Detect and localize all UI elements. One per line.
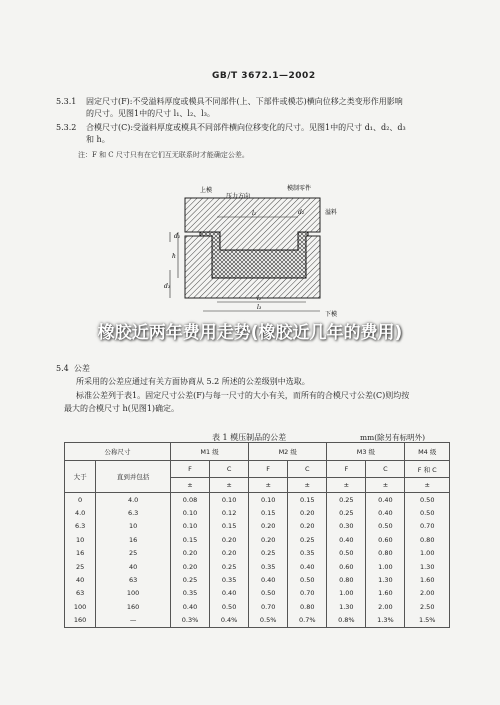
f-header: F: [170, 461, 209, 478]
table-cell: 0.40: [288, 560, 327, 573]
section-5-4-heading: [56, 363, 90, 374]
table-cell: 16: [65, 547, 96, 560]
note: 注：F 和 C 尺寸只有在它们互无联系时才能确定公差。: [78, 151, 249, 159]
dim-l3: l₃: [257, 304, 262, 311]
table-cell: 0.10: [170, 506, 209, 519]
table-cell: 0.20: [210, 547, 249, 560]
table-cell: 0.60: [366, 533, 405, 546]
table-cell: 0.50: [249, 587, 288, 600]
table-cell: 0.20: [170, 560, 209, 573]
table-unit: mm(除另有标明外): [360, 433, 426, 442]
table-cell: 63: [96, 573, 171, 586]
dim-d1: d₁: [174, 233, 181, 240]
table-cell: 0.80: [288, 600, 327, 613]
clause-text: 的尺寸。见图1中的尺寸 l₁、l₂、l₃。: [86, 109, 215, 118]
table-cell: 0.15: [288, 493, 327, 507]
pm-header: ±: [170, 478, 209, 493]
pm-header: ±: [366, 478, 405, 493]
table-cell: 0.25: [249, 547, 288, 560]
table-cell: 4.0: [65, 506, 96, 519]
tolerance-table: [64, 442, 450, 628]
table-cell: 10: [96, 520, 171, 533]
table-cell: 0.50: [210, 600, 249, 613]
grade-m3-header: M3 级: [327, 443, 405, 461]
table-row: [65, 560, 450, 573]
section-5-4-line: 最大的合模尺寸 h(见图1)确定。: [64, 404, 180, 413]
mould-cross-section-figure: [160, 184, 345, 324]
table-cell: 0.35: [288, 547, 327, 560]
clause-number: 5.3.1: [56, 97, 77, 106]
table-cell: 0.15: [170, 533, 209, 546]
table-cell: 0.35: [210, 573, 249, 586]
table-cell: 1.00: [366, 560, 405, 573]
table-cell: 0.20: [288, 506, 327, 519]
table-cell: 0.7%: [288, 614, 327, 628]
clause-text: 合模尺寸(C):受溢料厚度或模具不同部件横向位移变化的尺寸。见图1中的尺寸 d₁、d₂、d₃: [86, 123, 406, 132]
table-row: [65, 573, 450, 586]
table-cell: 0.40: [366, 493, 405, 507]
table-cell: 1.30: [366, 573, 405, 586]
table-cell: 0.50: [327, 547, 366, 560]
fc-header: F 和 C: [405, 461, 450, 478]
table-row: [65, 587, 450, 600]
grade-m1-header: M1 级: [170, 443, 248, 461]
table-cell: 1.00: [405, 547, 450, 560]
table-caption: 表 1 模压制品的公差: [212, 433, 287, 442]
table-row: [65, 493, 450, 507]
section-number: 5.4: [56, 364, 69, 373]
section-5-4-line: 所采用的公差应通过有关方面协商从 5.2 所述的公差级别中选取。: [76, 377, 310, 386]
clause-5-3-1-line-1: [56, 96, 403, 107]
table-cell: 0.40: [170, 600, 209, 613]
table-cell: 0.70: [405, 520, 450, 533]
overlay-title: 橡胶近两年费用走势(橡胶近几年的费用): [97, 323, 403, 343]
nominal-size-header: 公称尺寸: [65, 443, 171, 461]
pm-header: ±: [327, 478, 366, 493]
dim-d3: d₃: [164, 283, 171, 290]
table-cell: 0.60: [327, 560, 366, 573]
table-cell: —: [96, 614, 171, 628]
section-title: 公差: [73, 364, 90, 373]
table-cell: 0.35: [249, 560, 288, 573]
table-cell: 100: [65, 600, 96, 613]
table-cell: 0.25: [210, 560, 249, 573]
table-cell: 2.00: [366, 600, 405, 613]
table-cell: 0.12: [210, 506, 249, 519]
table-cell: 0.50: [366, 520, 405, 533]
table-cell: 40: [96, 560, 171, 573]
above-header: 大于: [65, 461, 96, 493]
table-cell: 0.50: [288, 573, 327, 586]
table-cell: 0: [65, 493, 96, 507]
c-header: C: [288, 461, 327, 478]
force-direction-label: 压力方向: [226, 193, 251, 200]
table-cell: 0.50: [405, 493, 450, 507]
dim-l2: l₂: [257, 295, 262, 302]
f-header: F: [327, 461, 366, 478]
table-cell: 0.4%: [210, 614, 249, 628]
table-cell: 1.30: [327, 600, 366, 613]
table-cell: 6.3: [65, 520, 96, 533]
table-cell: 0.10: [249, 493, 288, 507]
upper-mould-label: 上模: [200, 187, 213, 194]
table-cell: 0.40: [210, 587, 249, 600]
table-row: [65, 520, 450, 533]
table-cell: 0.20: [249, 520, 288, 533]
table-cell: 0.10: [170, 520, 209, 533]
table-cell: 160: [65, 614, 96, 628]
table-row: [65, 614, 450, 628]
table-row: [65, 547, 450, 560]
c-header: C: [366, 461, 405, 478]
table-cell: 0.30: [327, 520, 366, 533]
pm-header: ±: [405, 478, 450, 493]
table-row: [65, 533, 450, 546]
table-cell: 0.40: [366, 506, 405, 519]
table-cell: 1.30: [405, 560, 450, 573]
table-cell: 1.60: [366, 587, 405, 600]
f-header: F: [249, 461, 288, 478]
table-cell: 40: [65, 573, 96, 586]
table-cell: 0.35: [170, 587, 209, 600]
table-cell: 25: [65, 560, 96, 573]
clause-text: 和 h。: [86, 135, 110, 144]
pm-header: ±: [249, 478, 288, 493]
standard-number: GB/T 3672.1—2002: [212, 71, 316, 81]
flash-label: 溢料: [325, 209, 338, 216]
table-cell: 0.40: [249, 573, 288, 586]
table-cell: 0.40: [327, 533, 366, 546]
table-cell: 0.25: [327, 506, 366, 519]
table-cell: 1.60: [405, 573, 450, 586]
grade-m2-header: M2 级: [249, 443, 327, 461]
upto-header: 直到并包括: [96, 461, 171, 493]
table-cell: 0.25: [170, 573, 209, 586]
table-cell: 0.50: [405, 506, 450, 519]
table-cell: 0.3%: [170, 614, 209, 628]
table-cell: 0.20: [210, 533, 249, 546]
clause-5-3-2-line-1: [56, 122, 406, 133]
table-cell: 1.5%: [405, 614, 450, 628]
dim-l1: l₁: [252, 210, 257, 217]
table-row: [65, 506, 450, 519]
table-cell: 6.3: [96, 506, 171, 519]
lower-mould-label: 下模: [325, 311, 338, 318]
section-5-4-line: 标准公差列于表1。固定尺寸公差(F)与每一尺寸的大小有关，而所有的合模尺寸公差(C)则均按: [76, 391, 410, 400]
table-cell: 0.15: [210, 520, 249, 533]
table-cell: 0.20: [288, 520, 327, 533]
table-cell: 2.50: [405, 600, 450, 613]
table-cell: 25: [96, 547, 171, 560]
table-cell: 10: [65, 533, 96, 546]
table-cell: 0.8%: [327, 614, 366, 628]
dim-h: h: [172, 253, 176, 260]
table-cell: 0.80: [366, 547, 405, 560]
table-cell: 0.5%: [249, 614, 288, 628]
clause-text: 固定尺寸(F):不受溢料厚度或模具不同部件(上、下部件或模芯)横向位移之类变形作用影响: [86, 97, 403, 106]
table-cell: 1.3%: [366, 614, 405, 628]
table-cell: 0.25: [327, 493, 366, 507]
table-cell: 0.25: [288, 533, 327, 546]
dim-d2: d₂: [298, 209, 305, 216]
table-cell: 2.00: [405, 587, 450, 600]
clause-5-3-2-line-2: [56, 134, 110, 145]
table-cell: 100: [96, 587, 171, 600]
pm-header: ±: [288, 478, 327, 493]
table-cell: 0.20: [249, 533, 288, 546]
table-cell: 0.80: [405, 533, 450, 546]
table-cell: 0.70: [249, 600, 288, 613]
table-cell: 63: [65, 587, 96, 600]
table-cell: 1.00: [327, 587, 366, 600]
table-cell: 0.15: [249, 506, 288, 519]
pm-header: ±: [210, 478, 249, 493]
table-cell: 0.80: [327, 573, 366, 586]
table-row: [65, 600, 450, 613]
tolerance-table-body: [65, 493, 450, 628]
table-cell: 0.08: [170, 493, 209, 507]
table-cell: 160: [96, 600, 171, 613]
table-cell: 0.10: [210, 493, 249, 507]
table-cell: 4.0: [96, 493, 171, 507]
moulded-part-label: 模制零件: [287, 185, 312, 192]
table-cell: 16: [96, 533, 171, 546]
table-cell: 0.20: [170, 547, 209, 560]
grade-m4-header: M4 级: [405, 443, 450, 461]
clause-5-3-1-line-2: [56, 108, 215, 119]
c-header: C: [210, 461, 249, 478]
table-cell: 0.70: [288, 587, 327, 600]
clause-number: 5.3.2: [56, 123, 77, 132]
